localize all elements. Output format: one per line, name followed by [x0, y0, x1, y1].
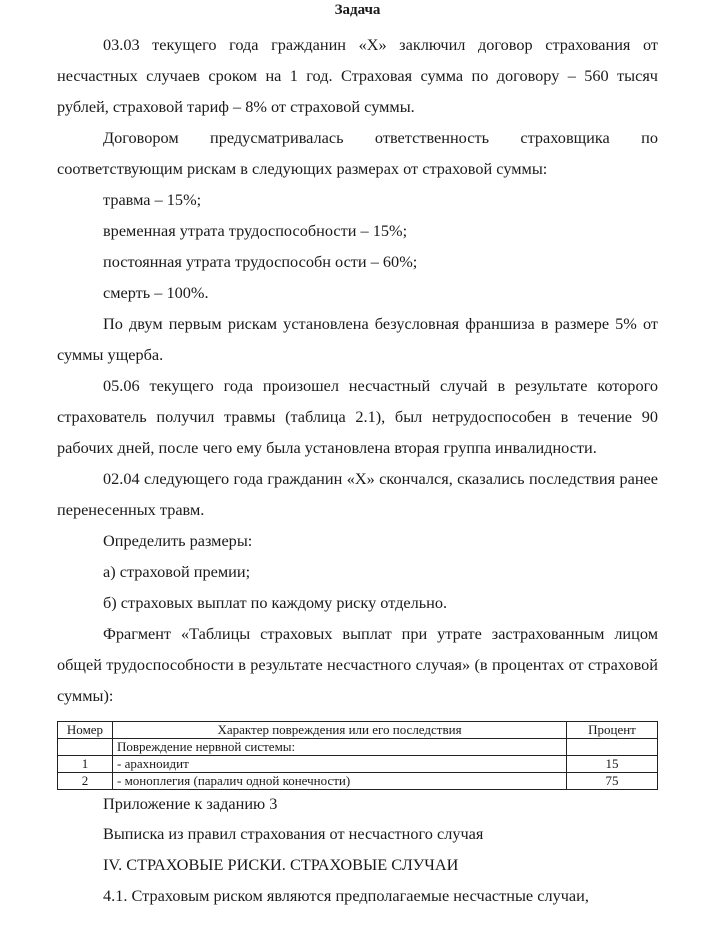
paragraph-table-intro: Фрагмент «Таблицы страховых выплат при утрате застрахованным лицом общей трудоспособности в результате несчастного случая» (в процентах от страховой суммы):	[57, 624, 658, 705]
appendix-subtitle: Выписка из правил страхования от несчастного случая	[103, 824, 484, 843]
task-item-b: б) страховых выплат по каждому риску отдельно.	[103, 593, 448, 612]
paragraph-accident: 05.06 текущего года произошел несчастный случай в результате которого страхователь получил травмы (таблица 2.1), был нетрудоспособен в течение 90 рабочих дней, после чего ему была установлена вторая группа инвалидности.	[57, 376, 658, 457]
document-title: Задача	[334, 2, 381, 18]
risk-item: постоянная утрата трудоспособн ости – 60%;	[103, 252, 418, 271]
table-row	[58, 773, 658, 790]
table-cell-percent: 15	[567, 756, 658, 773]
table-cell-number: 2	[58, 773, 113, 790]
table-cell-description: - моноплегия (паралич одной конечности)	[113, 773, 567, 790]
risk-item: травма – 15%;	[103, 190, 202, 209]
table-row	[58, 739, 658, 756]
section-heading: IV. СТРАХОВЫЕ РИСКИ. СТРАХОВЫЕ СЛУЧАИ	[103, 855, 459, 874]
paragraph-contract: 03.03 текущего года гражданин «Х» заключил договор страхования от несчастных случаев сроком на 1 год. Страховая сумма по договору – 560 тысяч рублей, страховой тариф – 8% от страховой суммы.	[57, 35, 658, 116]
table-header-number: Номер	[58, 722, 113, 739]
table-cell-number	[58, 739, 113, 756]
table-cell-percent	[567, 739, 658, 756]
task-item-a: а) страховой премии;	[103, 562, 251, 581]
payout-table	[57, 721, 658, 790]
table-header-percent: Процент	[567, 722, 658, 739]
document-page	[57, 0, 658, 911]
paragraph-rule: 4.1. Страховым риском являются предполагаемые несчастные случаи,	[103, 886, 589, 905]
table-header-description: Характер повреждения или его последствия	[113, 722, 567, 739]
appendix-label: Приложение к заданию 3	[103, 794, 278, 813]
table-cell-number: 1	[58, 756, 113, 773]
table-row	[58, 756, 658, 773]
table-cell-description: - арахноидит	[113, 756, 567, 773]
paragraph-liability: Договором предусматривалась ответственность страховщика по соответствующим рискам в следующих размерах от страховой суммы:	[57, 128, 658, 178]
risk-item: смерть – 100%.	[103, 283, 209, 302]
risk-item: временная утрата трудоспособности – 15%;	[103, 221, 408, 240]
table-cell-percent: 75	[567, 773, 658, 790]
paragraph-death: 02.04 следующего года гражданин «Х» скончался, сказались последствия ранее перенесенных травм.	[57, 469, 658, 519]
table-header-row	[58, 722, 658, 739]
paragraph-franchise: По двум первым рискам установлена безусловная франшиза в размере 5% от суммы ущерба.	[57, 314, 658, 364]
table-cell-description: Повреждение нервной системы:	[113, 739, 567, 756]
task-intro: Определить размеры:	[103, 531, 253, 550]
